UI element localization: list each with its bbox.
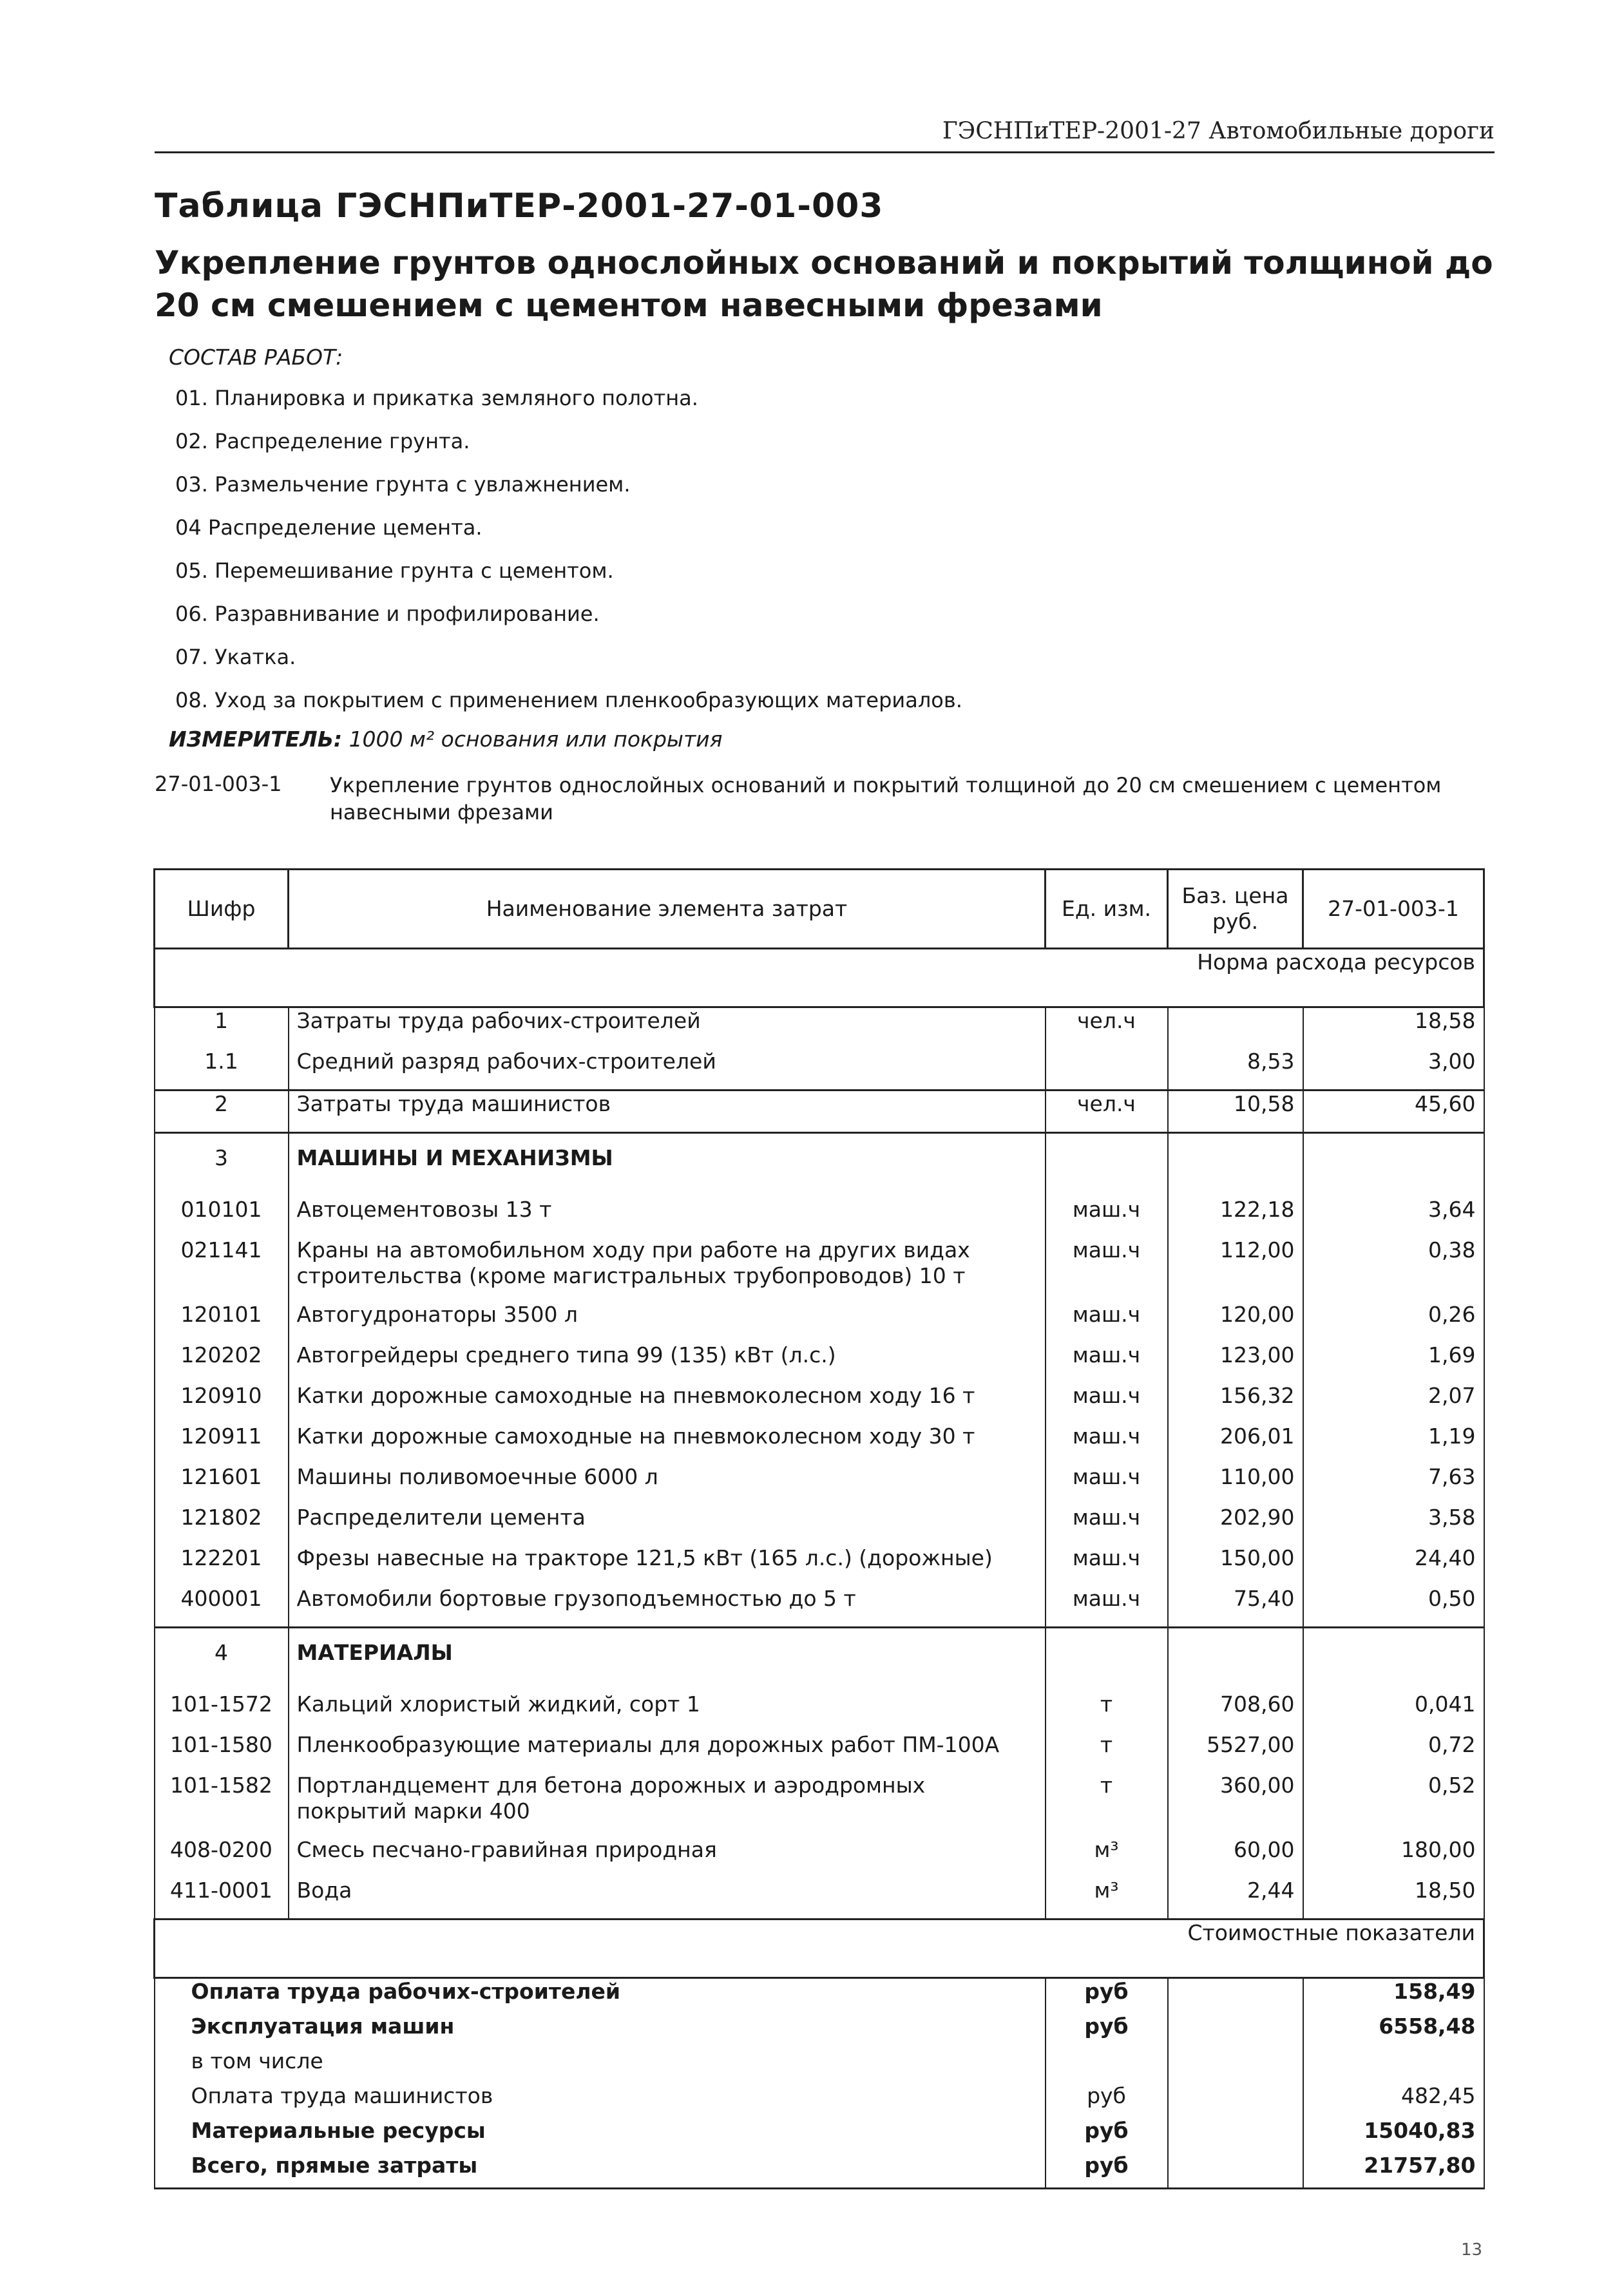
row-unit: маш.ч <box>1046 1424 1168 1464</box>
table-row <box>155 1091 1484 1133</box>
row-unit: маш.ч <box>1046 1464 1168 1505</box>
row-name: Пленкообразующие материалы для дорожных работ ПМ-100А <box>289 1732 1046 1773</box>
row-norm: 1,19 <box>1303 1424 1484 1464</box>
row-norm: 0,041 <box>1303 1691 1484 1732</box>
row-code: 1 <box>155 1007 289 1049</box>
cost-unit: руб <box>1046 2153 1168 2189</box>
table-row <box>155 1342 1484 1383</box>
row-norm: 3,64 <box>1303 1197 1484 1237</box>
row-name: Средний разряд рабочих-строителей <box>289 1049 1046 1091</box>
row-norm: 180,00 <box>1303 1837 1484 1878</box>
row-norm: 2,07 <box>1303 1383 1484 1424</box>
row-name: Затраты труда машинистов <box>289 1091 1046 1133</box>
row-unit: маш.ч <box>1046 1545 1168 1586</box>
cost-row <box>155 2083 1484 2118</box>
row-code: 408-0200 <box>155 1837 289 1878</box>
cost-value: 482,45 <box>1303 2083 1484 2118</box>
row-name: Автоцементовозы 13 т <box>289 1197 1046 1237</box>
row-norm: 3,58 <box>1303 1505 1484 1545</box>
row-norm: 0,38 <box>1303 1237 1484 1302</box>
row-unit: т <box>1046 1691 1168 1732</box>
table-row <box>155 1691 1484 1732</box>
row-unit: маш.ч <box>1046 1586 1168 1628</box>
cost-empty-cell <box>1168 2048 1303 2083</box>
cost-value: 158,49 <box>1303 1978 1484 2014</box>
work-item: 03. Размельчение грунта с увлажнением. <box>175 472 631 497</box>
table-row <box>155 1586 1484 1628</box>
page-number: 13 <box>1461 2240 1483 2260</box>
section-code: 4 <box>155 1628 289 1692</box>
row-price: 110,00 <box>1168 1464 1303 1505</box>
row-norm: 18,50 <box>1303 1878 1484 1920</box>
cost-unit: руб <box>1046 1978 1168 2014</box>
table-row <box>155 1773 1484 1837</box>
table-row <box>155 1302 1484 1342</box>
cost-row <box>155 2153 1484 2189</box>
section-row-materials <box>155 1628 1484 1692</box>
row-unit: маш.ч <box>1046 1383 1168 1424</box>
row-code: 122201 <box>155 1545 289 1586</box>
row-unit: маш.ч <box>1046 1342 1168 1383</box>
running-header <box>155 113 1495 153</box>
row-name: Фрезы навесные на тракторе 121,5 кВт (165 л.с.) (дорожные) <box>289 1545 1046 1586</box>
header-code: Шифр <box>155 870 289 949</box>
section-row-machines <box>155 1133 1484 1197</box>
works-list <box>175 385 962 730</box>
cost-label: в том числе <box>155 2048 1046 2083</box>
row-unit: м³ <box>1046 1878 1168 1920</box>
row-unit: маш.ч <box>1046 1197 1168 1237</box>
cost-empty-cell <box>1168 2153 1303 2189</box>
row-price <box>1168 1007 1303 1049</box>
table-row <box>155 1837 1484 1878</box>
row-price: 112,00 <box>1168 1237 1303 1302</box>
row-code: 120202 <box>155 1342 289 1383</box>
row-name: Портландцемент для бетона дорожных и аэродромных покрытий марки 400 <box>289 1773 1046 1837</box>
row-price: 122,18 <box>1168 1197 1303 1237</box>
cost-unit: руб <box>1046 2083 1168 2118</box>
row-price: 10,58 <box>1168 1091 1303 1133</box>
row-name: Краны на автомобильном ходу при работе на других видах строительства (кроме магистральных трубопроводов) 10 т <box>289 1237 1046 1302</box>
work-item: 01. Планировка и прикатка земляного полотна. <box>175 386 698 410</box>
norms-table <box>153 868 1485 2189</box>
row-price: 120,00 <box>1168 1302 1303 1342</box>
row-norm: 18,58 <box>1303 1007 1484 1049</box>
cost-label: Материальные ресурсы <box>155 2118 1046 2153</box>
work-item: 07. Укатка. <box>175 645 296 669</box>
row-norm: 0,50 <box>1303 1586 1484 1628</box>
section-name: МАШИНЫ И МЕХАНИЗМЫ <box>289 1133 1046 1197</box>
row-code: 121601 <box>155 1464 289 1505</box>
table-row <box>155 1505 1484 1545</box>
row-code: 010101 <box>155 1197 289 1237</box>
row-name: Автогудронаторы 3500 л <box>289 1302 1046 1342</box>
row-price: 202,90 <box>1168 1505 1303 1545</box>
row-unit <box>1046 1049 1168 1091</box>
table-row <box>155 1878 1484 1920</box>
row-norm: 0,26 <box>1303 1302 1484 1342</box>
measure <box>169 727 722 752</box>
row-name: Катки дорожные самоходные на пневмоколесном ходу 30 т <box>289 1424 1046 1464</box>
measure-value: 1000 м² основания или покрытия <box>349 727 723 752</box>
row-unit: маш.ч <box>1046 1302 1168 1342</box>
work-item: 02. Распределение грунта. <box>175 429 470 453</box>
row-code: 400001 <box>155 1586 289 1628</box>
cost-unit <box>1046 2048 1168 2083</box>
cost-value: 21757,80 <box>1303 2153 1484 2189</box>
header-price: Баз. цена руб. <box>1168 870 1303 949</box>
row-unit: маш.ч <box>1046 1237 1168 1302</box>
cost-row <box>155 2014 1484 2048</box>
table-header-row <box>155 870 1484 949</box>
row-name: Катки дорожные самоходные на пневмоколесном ходу 16 т <box>289 1383 1046 1424</box>
cost-label: Оплата труда машинистов <box>155 2083 1046 2118</box>
row-unit: маш.ч <box>1046 1505 1168 1545</box>
row-unit: чел.ч <box>1046 1091 1168 1133</box>
row-price: 5527,00 <box>1168 1732 1303 1773</box>
row-price: 360,00 <box>1168 1773 1303 1837</box>
cost-label: Эксплуатация машин <box>155 2014 1046 2048</box>
row-name: Автомобили бортовые грузоподъемностью до 5 т <box>289 1586 1046 1628</box>
norm-description: Укрепление грунтов однослойных оснований и покрытий толщиной до 20 см смешением с цементом навесными фрезами <box>330 773 1442 824</box>
table-row <box>155 1197 1484 1237</box>
cost-value <box>1303 2048 1484 2083</box>
cost-row <box>155 2048 1484 2083</box>
machines-rows <box>155 1197 1484 1628</box>
table-subtitle: Укрепление грунтов однослойных оснований и покрытий толщиной до 20 см смешением с цементом навесными фрезами <box>155 244 1493 324</box>
cost-row <box>155 1978 1484 2014</box>
cost-unit: руб <box>1046 2014 1168 2048</box>
header-name: Наименование элемента затрат <box>289 870 1046 949</box>
table-title: Таблица ГЭСНПиТЕР-2001-27-01-003 <box>155 187 884 225</box>
row-norm: 24,40 <box>1303 1545 1484 1586</box>
row-code: 411-0001 <box>155 1878 289 1920</box>
cost-empty-cell <box>1168 2118 1303 2153</box>
row-price: 708,60 <box>1168 1691 1303 1732</box>
work-item: 08. Уход за покрытием с применением пленкообразующих материалов. <box>175 688 962 712</box>
table-row <box>155 1732 1484 1773</box>
cost-row <box>155 2118 1484 2153</box>
work-item: 05. Перемешивание грунта с цементом. <box>175 558 614 583</box>
row-name: Автогрейдеры среднего типа 99 (135) кВт (л.с.) <box>289 1342 1046 1383</box>
row-norm: 0,52 <box>1303 1773 1484 1837</box>
row-price: 75,40 <box>1168 1586 1303 1628</box>
norm-caption-row <box>155 949 1484 1007</box>
row-price: 206,01 <box>1168 1424 1303 1464</box>
row-price: 123,00 <box>1168 1342 1303 1383</box>
row-code: 121802 <box>155 1505 289 1545</box>
row-code: 120101 <box>155 1302 289 1342</box>
section-name: МАТЕРИАЛЫ <box>289 1628 1046 1692</box>
section-code: 3 <box>155 1133 289 1197</box>
row-code: 101-1580 <box>155 1732 289 1773</box>
row-name: Кальций хлористый жидкий, сорт 1 <box>289 1691 1046 1732</box>
row-code: 120910 <box>155 1383 289 1424</box>
table-row <box>155 1545 1484 1586</box>
header-norm: 27-01-003-1 <box>1303 870 1484 949</box>
norm-caption: Норма расхода ресурсов <box>155 949 1484 1007</box>
row-norm: 45,60 <box>1303 1091 1484 1133</box>
row-unit: м³ <box>1046 1837 1168 1878</box>
cost-empty-cell <box>1168 2014 1303 2048</box>
works-label: СОСТАВ РАБОТ: <box>169 345 343 370</box>
row-norm: 7,63 <box>1303 1464 1484 1505</box>
row-name: Смесь песчано-гравийная природная <box>289 1837 1046 1878</box>
cost-caption-row <box>155 1920 1484 1978</box>
norm-code: 27-01-003-1 <box>155 772 282 796</box>
row-price: 60,00 <box>1168 1837 1303 1878</box>
row-code: 1.1 <box>155 1049 289 1091</box>
cost-caption: Стоимостные показатели <box>155 1920 1484 1978</box>
row-code: 101-1582 <box>155 1773 289 1837</box>
table-row <box>155 1049 1484 1091</box>
cost-label: Оплата труда рабочих-строителей <box>155 1978 1046 2014</box>
row-name: Вода <box>289 1878 1046 1920</box>
row-name: Машины поливомоечные 6000 л <box>289 1464 1046 1505</box>
row-code: 2 <box>155 1091 289 1133</box>
row-price: 2,44 <box>1168 1878 1303 1920</box>
work-item: 06. Разравнивание и профилирование. <box>175 602 600 626</box>
running-title: ГЭСНПиТЕР-2001-27 Автомобильные дороги <box>942 118 1495 144</box>
table-row <box>155 1237 1484 1302</box>
row-name: Распределители цемента <box>289 1505 1046 1545</box>
row-name: Затраты труда рабочих-строителей <box>289 1007 1046 1049</box>
row-unit: т <box>1046 1732 1168 1773</box>
table-row <box>155 1464 1484 1505</box>
table-row <box>155 1383 1484 1424</box>
table-row <box>155 1424 1484 1464</box>
row-unit: т <box>1046 1773 1168 1837</box>
cost-rows <box>155 1978 1484 2189</box>
row-norm: 0,72 <box>1303 1732 1484 1773</box>
work-item: 04 Распределение цемента. <box>175 515 482 540</box>
row-price: 156,32 <box>1168 1383 1303 1424</box>
cost-label: Всего, прямые затраты <box>155 2153 1046 2189</box>
cost-empty-cell <box>1168 2083 1303 2118</box>
cost-value: 6558,48 <box>1303 2014 1484 2048</box>
cost-value: 15040,83 <box>1303 2118 1484 2153</box>
row-price: 8,53 <box>1168 1049 1303 1091</box>
cost-empty-cell <box>1168 1978 1303 2014</box>
row-unit: чел.ч <box>1046 1007 1168 1049</box>
materials-rows <box>155 1691 1484 1920</box>
row-price: 150,00 <box>1168 1545 1303 1586</box>
header-unit: Ед. изм. <box>1046 870 1168 949</box>
cost-unit: руб <box>1046 2118 1168 2153</box>
row-norm: 3,00 <box>1303 1049 1484 1091</box>
row-code: 021141 <box>155 1237 289 1302</box>
table-row <box>155 1007 1484 1049</box>
row-norm: 1,69 <box>1303 1342 1484 1383</box>
measure-label: ИЗМЕРИТЕЛЬ: <box>169 727 343 752</box>
row-code: 120911 <box>155 1424 289 1464</box>
row-code: 101-1572 <box>155 1691 289 1732</box>
